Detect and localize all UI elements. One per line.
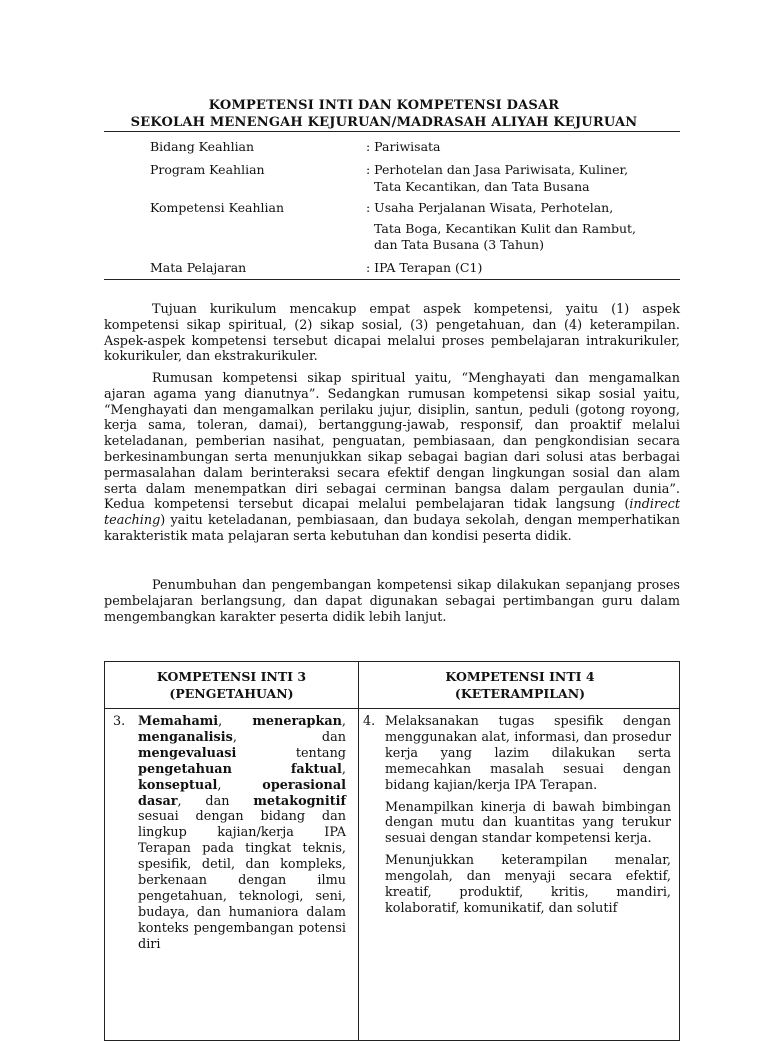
meta-value-cont: dan Tata Busana (3 Tahun)	[374, 237, 544, 252]
meta-value-cont: Tata Kecantikan, dan Tata Busana	[374, 179, 590, 194]
kompetensi-table	[104, 661, 680, 1041]
ki3-text: , dan	[232, 729, 346, 745]
ki4-paragraph-3: Menunjukkan keterampilan menalar, mengolah, dan menyaji secara efektif, kreatif, produktif, kritis, mandiri, kolaboratif, komunikatif, dan solutif	[385, 853, 671, 916]
title-rule	[104, 131, 680, 132]
paragraph-2-italic: indirect teaching	[104, 497, 680, 529]
ki4-cell	[385, 714, 671, 923]
ki3-term: Memahami	[138, 714, 219, 729]
document-title-line-2: SEKOLAH MENENGAH KEJURUAN/MADRASAH ALIYAH KEJURUAN	[130, 115, 638, 130]
meta-label: Program Keahlian	[150, 162, 265, 177]
ki3-header-subtitle: (PENGETAHUAN)	[169, 686, 294, 701]
paragraph-2-text-b: ) yaitu keteladanan, pembiasaan, dan budaya sekolah, dengan memperhatikan karakteristik mata pelajaran serta kebutuhan dan kondisi peserta didik.	[104, 513, 680, 544]
meta-label: Bidang Keahlian	[150, 139, 255, 154]
paragraph-2-text-a: Rumusan kompetensi sikap spiritual yaitu, “Menghayati dan mengamalkan ajaran agama yang dianutnya”. Sedangkan rumusan kompetensi sikap sosial yaitu, “Menghayati dan mengamalkan perilaku jujur, disiplin, santun, peduli (gotong royong, kerja sama, toleran, damai), bertanggung-jawab, responsif, dan proaktif melalui keteladanan, pemberian nasihat, penguatan, pembiasaan, dan pengkondisian secara berkesinambungan serta menunjukkan sikap sebagai bagian dari solusi atas berbagai permasalahan dalam berinteraksi secara efektif dengan lingkungan sosial dan alam serta dalam menempatkan diri sebagai cerminan bangsa dalam pergaulan dunia”. Kedua kompetensi tersebut dicapai melalui pembelajaran tidak langsung (	[104, 371, 680, 513]
meta-value: : Usaha Perjalanan Wisata, Perhotelan,	[366, 200, 614, 215]
ki3-text: tentang	[236, 745, 346, 761]
meta-value: : IPA Terapan (C1)	[366, 260, 483, 275]
ki3-text: sesuai dengan bidang dan lingkup kajian/kerja IPA Terapan pada tingkat teknis, spesifik, detil, dan kompleks, berkenaan dengan ilmu pengetahuan, teknologi, seni, budaya, dan humaniora dalam konteks pengembangan potensi diri	[138, 809, 346, 952]
meta-value-cont: Tata Boga, Kecantikan Kulit dan Rambut,	[374, 221, 636, 236]
paragraph-2	[104, 371, 680, 545]
table-header-divider	[105, 708, 679, 709]
ki4-header-title: KOMPETENSI INTI 4	[445, 669, 595, 684]
ki4-number: 4.	[363, 714, 376, 729]
ki3-term: operasional dasar	[138, 777, 346, 809]
ki4-header-subtitle: (KETERAMPILAN)	[454, 686, 586, 701]
document-title-line-1: KOMPETENSI INTI DAN KOMPETENSI DASAR	[208, 98, 560, 113]
ki3-text: ,	[218, 714, 253, 729]
ki4-paragraph-2: Menampilkan kinerja di bawah bimbingan dengan mutu dan kuantitas yang terukur sesuai dengan standar kompetensi kerja.	[385, 799, 671, 847]
ki3-term: mengevaluasi	[138, 745, 237, 761]
ki3-term: metakognitif	[253, 793, 346, 809]
meta-rule	[104, 279, 680, 280]
ki3-text: , dan	[177, 793, 254, 809]
paragraph-1: Tujuan kurikulum mencakup empat aspek kompetensi, yaitu (1) aspek kompetensi sikap spiritual, (2) sikap sosial, (3) pengetahuan, dan (4) keterampilan. Aspek-aspek kompetensi tersebut dicapai melalui proses pembelajaran intrakurikuler, kokurikuler, dan ekstrakurikuler.	[104, 302, 680, 365]
ki4-paragraph-1: Melaksanakan tugas spesifik dengan menggunakan alat, informasi, dan prosedur kerja yang lazim dilakukan serta memecahkan masalah sesuai dengan bidang kajian/kerja IPA Terapan.	[385, 714, 671, 793]
meta-label: Mata Pelajaran	[150, 260, 247, 275]
meta-value: : Pariwisata	[366, 139, 441, 154]
ki3-text: ,	[341, 714, 346, 729]
ki3-text: ,	[217, 777, 263, 793]
ki3-cell	[138, 714, 346, 953]
ki3-term: pengetahuan faktual	[138, 761, 342, 777]
ki4-header	[359, 668, 681, 702]
ki3-term: menerapkan	[252, 714, 342, 729]
ki3-term: konseptual	[138, 777, 218, 793]
ki3-header-title: KOMPETENSI INTI 3	[156, 669, 307, 684]
meta-label: Kompetensi Keahlian	[150, 200, 285, 215]
ki3-header	[105, 668, 358, 702]
ki3-text: ,	[341, 761, 346, 777]
paragraph-3: Penumbuhan dan pengembangan kompetensi sikap dilakukan sepanjang proses pembelajaran berlangsung, dan dapat digunakan sebagai pertimbangan guru dalam mengembangkan karakter peserta didik lebih lanjut.	[104, 578, 680, 625]
ki3-term: menganalisis	[138, 729, 233, 745]
meta-value: : Perhotelan dan Jasa Pariwisata, Kuliner,	[366, 162, 629, 177]
ki3-number: 3.	[113, 714, 126, 729]
table-column-divider	[358, 662, 359, 1040]
